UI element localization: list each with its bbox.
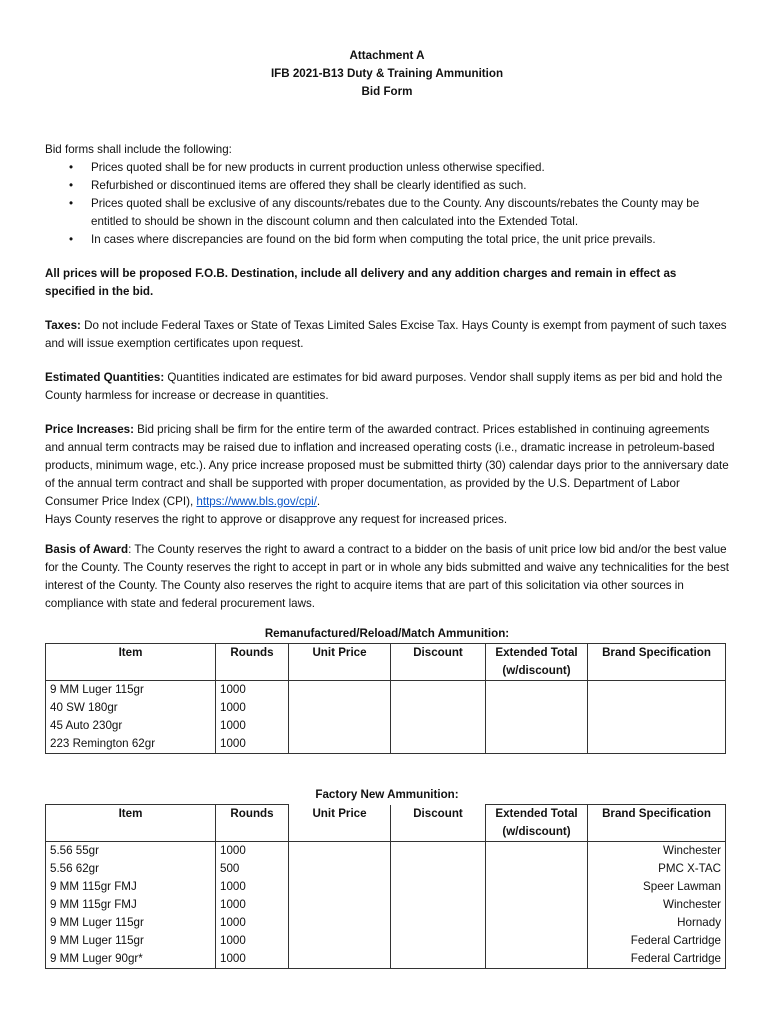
basis-text: : The County reserves the right to award a contract to a bidder on the basis of unit price low bid and/or the best value for the County. The County reserves the right to accept in part or in whole any bids submitted and waive any technicalities for the best interest of the County. The County also reserves the right to acquire items that are part of this solicitation via other sources in compliance with state and federal procurement laws.	[45, 543, 729, 610]
item-name: 45 Auto 230gr	[50, 719, 123, 732]
rounds-value: 1000	[220, 737, 246, 750]
col-header-unit-price: Unit Price	[289, 644, 391, 681]
intro-bullet: • Prices quoted shall be exclusive of any discounts/rebates due to the County. Any discounts/rebates the County may be entitled to should be shown in the discount column and then calculated into the Extended Total.	[91, 195, 729, 231]
document-header	[45, 47, 729, 101]
price-increases-text2: Hays County reserves the right to approve or disapprove any request for increased prices.	[45, 513, 508, 526]
item-name: 9 MM Luger 115gr	[50, 934, 144, 947]
header-bid-form: Bid Form	[361, 85, 413, 98]
col-header-item: Item	[46, 805, 216, 842]
rounds-cell	[216, 681, 289, 754]
brand-value: Hornady	[677, 916, 721, 929]
brand-value: Federal Cartridge	[630, 952, 721, 965]
discount-input-cell[interactable]	[391, 842, 486, 969]
col-header-item: Item	[46, 644, 216, 681]
col-header-extended-total: Extended Total (w/discount)	[486, 644, 588, 681]
document-page	[45, 47, 729, 969]
price-increases-text: Bid pricing shall be firm for the entire term of the awarded contract. Prices established in continuing agreements and annual term contracts may be raised due to inflation and increased operating costs (i.e., dramatic increase in petroleum-based products, minimum wage, etc.). Any price increase proposed must be submitted thirty (30) calendar days prior to the anniversary date of the annual term contract and shall be supported with proper documentation, as provided by the U.S. Department of Labor Consumer Price Index (CPI),	[45, 423, 729, 508]
taxes-label: Taxes:	[45, 319, 81, 332]
taxes-paragraph	[45, 317, 729, 353]
price-increases-period: .	[316, 495, 321, 508]
table1-caption: Remanufactured/Reload/Match Ammunition:	[264, 627, 510, 640]
rounds-value: 1000	[220, 844, 246, 857]
col-header-brand: Brand Specification	[588, 805, 726, 842]
extended-total-input-cell[interactable]	[486, 842, 588, 969]
rounds-value: 1000	[220, 934, 246, 947]
basis-paragraph	[45, 541, 729, 613]
col-header-extended-total: Extended Total (w/discount)	[486, 805, 588, 842]
intro-bullet-list	[45, 159, 729, 249]
brand-cell	[588, 842, 726, 969]
rounds-value: 1000	[220, 952, 246, 965]
col-header-rounds: Rounds	[216, 805, 289, 842]
rounds-value: 1000	[220, 916, 246, 929]
rounds-value: 1000	[220, 898, 246, 911]
brand-value: Speer Lawman	[643, 880, 721, 893]
item-name: 5.56 55gr	[50, 844, 99, 857]
quantities-text: Quantities indicated are estimates for bid award purposes. Vendor shall supply items as per bid and hold the County harmless for increase or decrease in quantities.	[45, 371, 723, 402]
brand-value: Winchester	[663, 844, 721, 857]
discount-input-cell[interactable]	[391, 681, 486, 754]
rounds-value: 1000	[220, 719, 246, 732]
col-header-unit-price: Unit Price	[289, 805, 391, 842]
taxes-text: Do not include Federal Taxes or State of Texas Limited Sales Excise Tax. Hays County is exempt from payment of such taxes and will issue exemption certificates upon request.	[45, 319, 727, 350]
item-name: 223 Remington 62gr	[50, 737, 156, 750]
intro-bullet: • Refurbished or discontinued items are offered they shall be clearly identified as such.	[91, 177, 729, 195]
brand-input-cell[interactable]	[588, 681, 726, 754]
table2-body-row	[46, 842, 726, 969]
rounds-value: 500	[220, 862, 240, 875]
item-cell	[46, 842, 216, 969]
rounds-value: 1000	[220, 880, 246, 893]
unit-price-input-cell[interactable]	[289, 842, 391, 969]
rounds-value: 1000	[220, 701, 246, 714]
table2-caption: Factory New Ammunition:	[315, 788, 459, 801]
brand-value: Federal Cartridge	[630, 934, 721, 947]
brand-value: PMC X-TAC	[658, 862, 721, 875]
item-name: 9 MM Luger 115gr	[50, 683, 144, 696]
header-ifb-title: IFB 2021-B13 Duty & Training Ammunition	[270, 67, 504, 80]
intro-bullet: • In cases where discrepancies are found on the bid form when computing the total price, the unit price prevails.	[91, 231, 729, 249]
unit-price-input-cell[interactable]	[289, 681, 391, 754]
cpi-link[interactable]: https://www.bls.gov/cpi/	[196, 495, 317, 508]
table-factory-new	[45, 804, 726, 969]
table1-header-row	[46, 644, 726, 681]
col-header-discount: Discount	[391, 805, 486, 842]
rounds-value: 1000	[220, 683, 246, 696]
col-header-brand: Brand Specification	[588, 644, 726, 681]
col-header-rounds: Rounds	[216, 644, 289, 681]
price-increases-paragraph	[45, 421, 729, 529]
intro-section	[45, 141, 729, 249]
item-name: 40 SW 180gr	[50, 701, 118, 714]
brand-value: Winchester	[663, 898, 721, 911]
item-name: 9 MM Luger 115gr	[50, 916, 144, 929]
table-remanufactured	[45, 643, 726, 754]
table2-header-row	[46, 805, 726, 842]
rounds-cell	[216, 842, 289, 969]
item-cell	[46, 681, 216, 754]
intro-bullet: • Prices quoted shall be for new products in current production unless otherwise specified.	[91, 159, 729, 177]
item-name: 9 MM 115gr FMJ	[50, 898, 137, 911]
price-increases-label: Price Increases:	[45, 423, 134, 436]
intro-lead: Bid forms shall include the following:	[45, 143, 232, 156]
item-name: 9 MM 115gr FMJ	[50, 880, 137, 893]
quantities-label: Estimated Quantities:	[45, 371, 165, 384]
table1-body-row	[46, 681, 726, 754]
item-name: 5.56 62gr	[50, 862, 99, 875]
quantities-paragraph	[45, 369, 729, 405]
item-name: 9 MM Luger 90gr*	[50, 952, 143, 965]
basis-label: Basis of Award	[45, 543, 129, 556]
fob-paragraph: All prices will be proposed F.O.B. Destination, include all delivery and any addition charges and remain in effect as specified in the bid.	[45, 267, 677, 298]
header-attachment: Attachment A	[349, 49, 425, 62]
extended-total-input-cell[interactable]	[486, 681, 588, 754]
col-header-discount: Discount	[391, 644, 486, 681]
